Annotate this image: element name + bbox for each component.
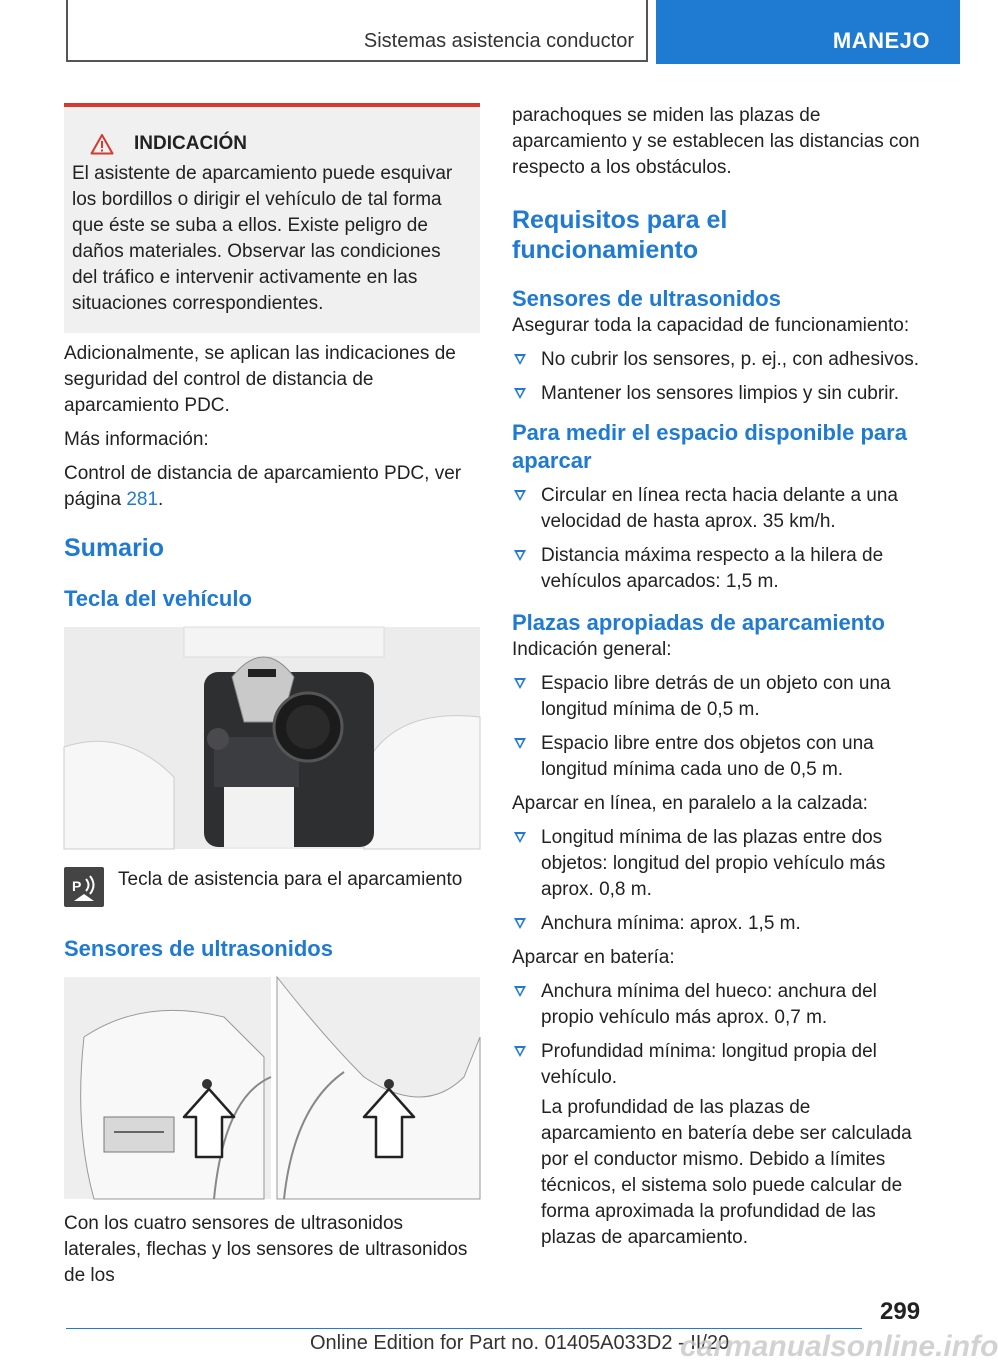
right-column [512, 103, 924, 1259]
notice-header [72, 131, 470, 157]
page-link[interactable]: 281 [126, 489, 159, 510]
left-column [64, 103, 480, 1289]
warning-triangle-icon [90, 133, 114, 155]
list-item: Circular en línea recta hacia delante a una velocidad de hasta aprox. 35 km/h. [512, 483, 924, 535]
sensores-list [512, 347, 924, 407]
heading-requisitos: Requisitos para el funcionamiento [512, 206, 728, 264]
console-image [64, 627, 480, 849]
bateria-list [512, 979, 924, 1251]
page-header [0, 0, 960, 66]
bullet-triangle-icon [514, 986, 526, 997]
sensor-image [64, 977, 480, 1199]
heading-plazas: Plazas apropiadas de aparcamiento [512, 610, 885, 635]
heading-sensores-right: Sensores de ultrasonidos [512, 286, 781, 311]
list-item: Anchura mínima: aprox. 1,5 m. [512, 911, 924, 937]
list-item: Anchura mínima del hueco: anchura del propio vehículo más aprox. 0,7 m. [512, 979, 924, 1031]
general-label: Indicación general: [512, 639, 672, 660]
list-item: Espacio libre entre dos objetos con una longitud mínima cada uno de 0,5 m. [512, 731, 924, 783]
medir-list [512, 483, 924, 595]
key-caption-row [64, 867, 480, 907]
bateria-note: La profundidad de las plazas de aparcamiento en batería debe ser calculada por el conductor mismo. Debido a límites técnicos, el sistema solo puede calcular de forma aproximada la profundidad de las plazas de aparcamiento. [541, 1097, 912, 1248]
watermark-logo: carmanualsonline.info [680, 1330, 998, 1363]
heading-medir-espacio: Para medir el espacio disponible para aparcar [512, 420, 907, 473]
edition-footer: Online Edition for Part no. 01405A033D2 - II/20 [310, 1332, 730, 1354]
list-item: Espacio libre detrás de un objeto con una longitud mínima de 0,5 m. [512, 671, 924, 723]
center-console-illustration [64, 627, 480, 849]
notice-text: El asistente de aparcamiento puede esquivar los bordillos o dirigir el vehículo de tal forma que éste se suba a ellos. Existe peligro de daños materiales. Observar las condiciones del tráfico e intervenir activamente en las situaciones correspondientes. [72, 163, 453, 314]
list-item: Longitud mínima de las plazas entre dos objetos: longitud del propio vehículo más aprox. 0,8 m. [512, 825, 924, 903]
linea-label: Aparcar en línea, en paralelo a la calzada: [512, 793, 868, 814]
intro-paragraph: parachoques se miden las plazas de aparcamiento y se establecen las distancias con respecto a los obstáculos. [512, 105, 920, 178]
chapter-tab[interactable]: MANEJO [656, 0, 960, 64]
cross-reference: Control de distancia de aparcamiento PDC, ver página 281. [64, 463, 462, 510]
sensores-intro: Asegurar toda la capacidad de funcionamiento: [512, 315, 910, 336]
more-info-label: Más información: [64, 429, 209, 450]
bullet-triangle-icon [514, 1046, 526, 1057]
bullet-triangle-icon [514, 918, 526, 929]
safety-paragraph: Adicionalmente, se aplican las indicaciones de seguridad del control de distancia de aparcamiento PDC. [64, 343, 456, 416]
heading-sensores-left: Sensores de ultrasonidos [64, 936, 333, 961]
parking-assist-key-icon [64, 867, 104, 907]
bullet-triangle-icon [514, 738, 526, 749]
footer-divider [66, 1328, 862, 1329]
sensor-caption: Con los cuatro sensores de ultrasonidos laterales, flechas y los sensores de ultrasonidos de los [64, 1213, 468, 1286]
general-list [512, 671, 924, 783]
key-caption: Tecla de asistencia para el aparcamiento [118, 869, 463, 890]
notice-title: INDICACIÓN [134, 133, 247, 154]
bullet-triangle-icon [514, 490, 526, 501]
bullet-triangle-icon [514, 388, 526, 399]
list-item: Distancia máxima respecto a la hilera de vehículos aparcados: 1,5 m. [512, 543, 924, 595]
bullet-triangle-icon [514, 550, 526, 561]
bullet-triangle-icon [514, 832, 526, 843]
notice-box [64, 103, 480, 333]
list-item: Profundidad mínima: longitud propia del vehículo. La profundidad de las plazas de aparcamiento en batería debe ser calculada por el conductor mismo. Debido a límites técnicos, el sistema solo puede calcular de forma aproximada la profundidad de las plazas de aparcamiento. [512, 1039, 924, 1251]
bullet-triangle-icon [514, 678, 526, 689]
svg-text:P: P [72, 878, 82, 894]
list-item: No cubrir los sensores, p. ej., con adhesivos. [512, 347, 924, 373]
heading-tecla-vehiculo: Tecla del vehículo [64, 586, 252, 611]
linea-list [512, 825, 924, 937]
section-title: Sistemas asistencia conductor [66, 0, 648, 62]
list-item: Mantener los sensores limpios y sin cubrir. [512, 381, 924, 407]
bullet-triangle-icon [514, 354, 526, 365]
heading-sumario: Sumario [64, 534, 165, 562]
page-number: 299 [880, 1298, 921, 1325]
bateria-label: Aparcar en batería: [512, 947, 675, 968]
sensor-arrows-illustration [64, 977, 480, 1199]
